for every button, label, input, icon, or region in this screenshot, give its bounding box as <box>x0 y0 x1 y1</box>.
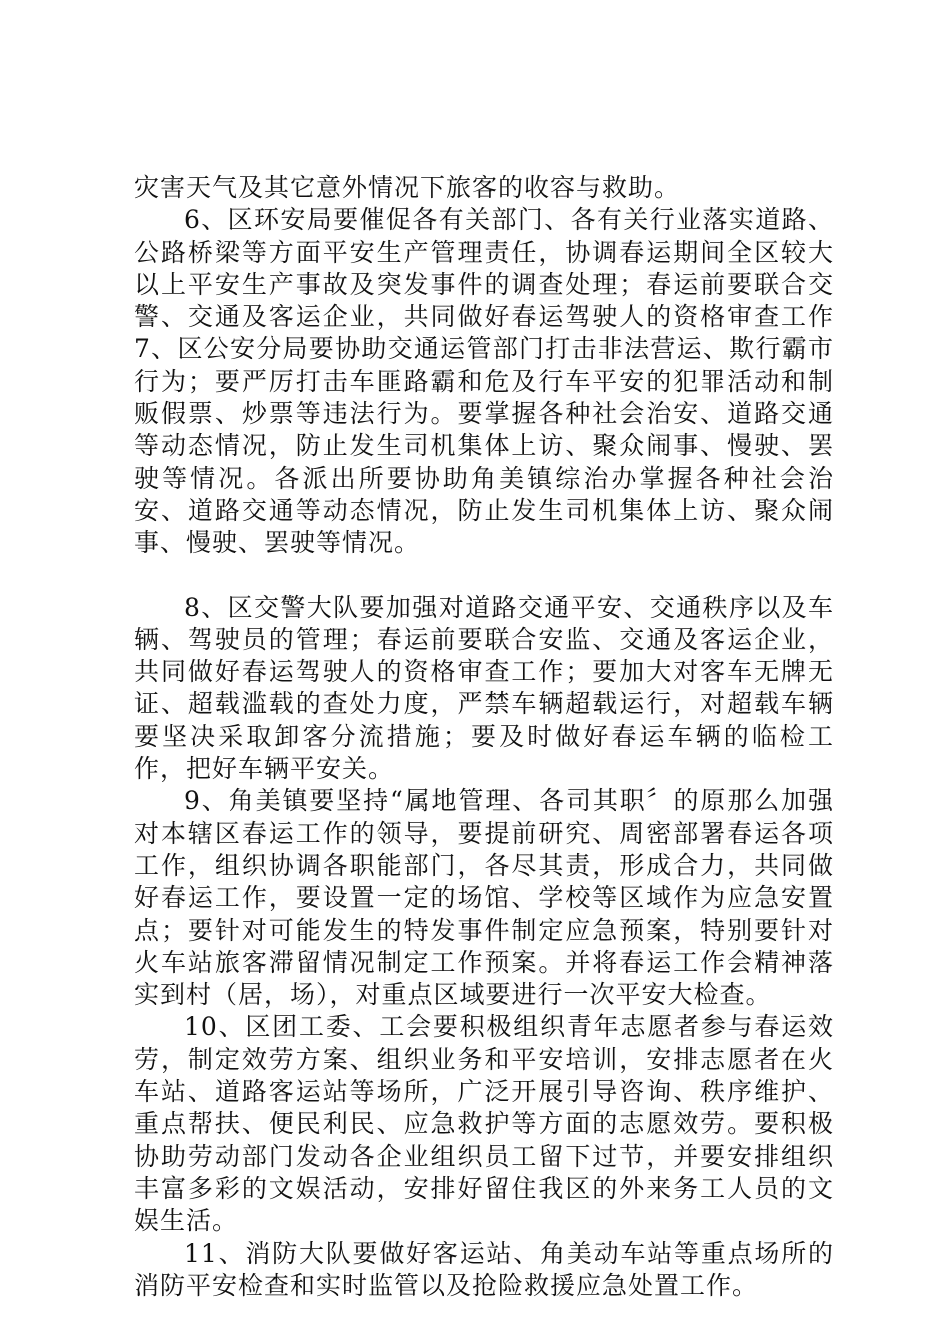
paragraph-item-9: 9、角美镇要坚持“属地管理、各司其职〞的原那么加强对本辖区春运工作的领导，要提前研究、周密部署春运各项工作，组织协调各职能部门，各尽其责，形成合力，共同做好春运工作，要设置一定的场馆、学校等区域作为应急安置点；要针对可能发生的特发事件制定应急预案，特别要针对火车站旅客滞留情况制定工作预案。并将春运工作会精神落实到村（居，场），对重点区域要进行一次平安大检查。 <box>134 786 834 1010</box>
paragraph-item-8: 8、区交警大队要加强对道路交通平安、交通秩序以及车辆、驾驶员的管理；春运前要联合安监、交通及客运企业，共同做好春运驾驶人的资格审查工作；要加大对客车无牌无证、超载滥载的查处力度，严禁车辆超载运行，对超载车辆要坚决采取卸客分流措施；要及时做好春运车辆的临检工作，把好车辆平安关。 <box>134 592 834 784</box>
paragraph-item-6-7: 6、区环安局要催促各有关部门、各有关行业落实道路、公路桥梁等方面平安生产管理责任，协调春运期间全区较大以上平安生产事故及突发事件的调查处理；春运前要联合交警、交通及客运企业，共同做好春运驾驶人的资格审查工作7、区公安分局要协助交通运管部门打击非法营运、欺行霸市行为；要严厉打击车匪路霸和危及行车平安的犯罪活动和制贩假票、炒票等违法行为。要掌握各种社会治安、道路交通等动态情况，防止发生司机集体上访、聚众闹事、慢驶、罢驶等情况。各派出所要协助角美镇综治办掌握各种社会治安、道路交通等动态情况，防止发生司机集体上访、聚众闹事、慢驶、罢驶等情况。 <box>134 205 834 558</box>
paragraph-continuation: 灾害天气及其它意外情况下旅客的收容与救助。 <box>134 173 681 202</box>
paragraph-item-11: 11、消防大队要做好客运站、角美动车站等重点场所的消防平安检查和实时监管以及抢险救援应急处置工作。 <box>134 1238 834 1300</box>
paragraph-item-10: 10、区团工委、工会要积极组织青年志愿者参与春运效劳，制定效劳方案、组织业务和平安培训，安排志愿者在火车站、道路客运站等场所，广泛开展引导咨询、秩序维护、重点帮扶、便民利民、应急救护等方面的志愿效劳。要积极协助劳动部门发动各企业组织员工留下过节，并要安排组织丰富多彩的文娱活动，安排好留住我区的外来务工人员的文娱生活。 <box>134 1012 834 1236</box>
document-body <box>134 172 834 1302</box>
